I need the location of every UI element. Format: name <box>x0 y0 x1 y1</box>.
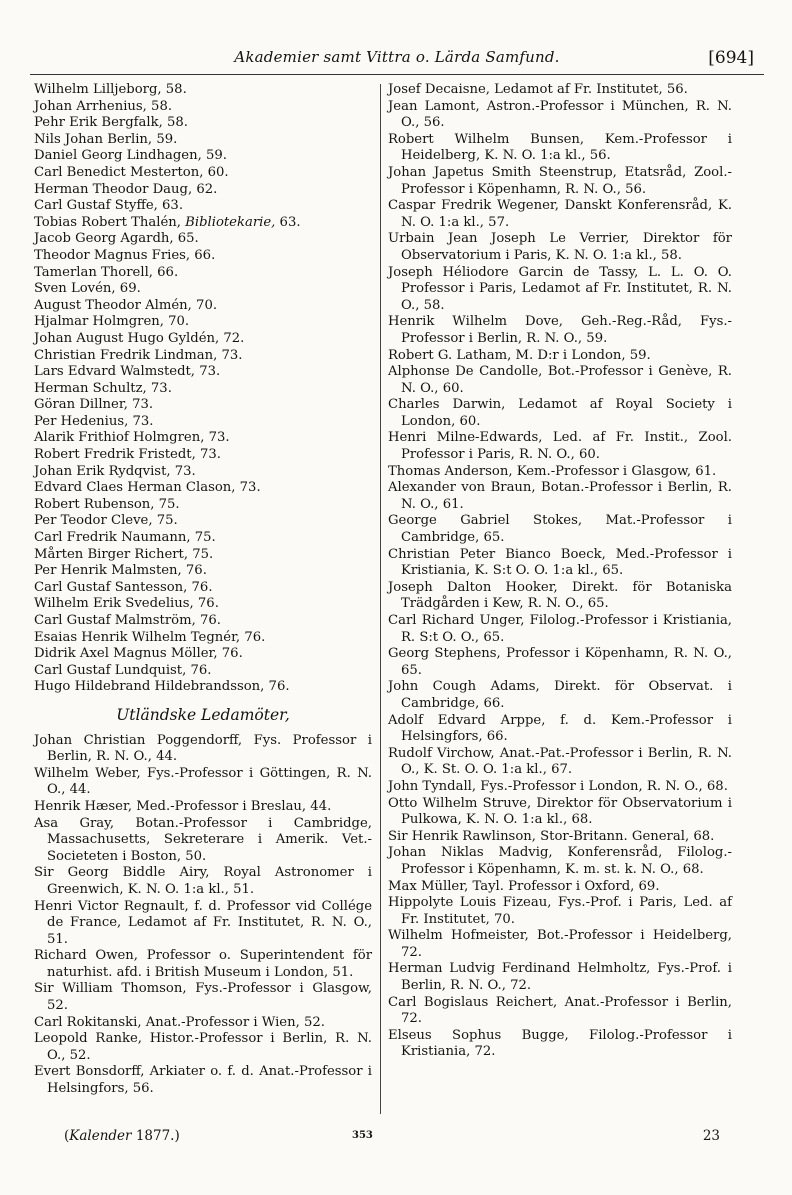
member-entry: Per Hedenius, 73. <box>34 413 154 429</box>
member-entry: Herman Schultz, 73. <box>34 380 172 396</box>
page-number: [694] <box>708 48 754 68</box>
member-entry: Tamerlan Thorell, 66. <box>34 264 179 280</box>
footer-source-year: 1877.) <box>135 1128 180 1144</box>
member-entry: Urbain Jean Joseph Le Verrier, Direktor för Observatorium i Paris, K. N. O. 1:a kl., 58. <box>388 231 732 263</box>
foreign-members-list-right <box>388 82 732 1061</box>
member-entry: Sir Henrik Rawlinson, Stor-Britann. General, 68. <box>388 828 715 844</box>
member-entry: Carl Gustaf Santesson, 76. <box>34 579 213 595</box>
member-entry: Johan Japetus Smith Steenstrup, Etatsråd, Zool.-Professor i Köpenhamn, R. N. O., 56. <box>388 164 732 197</box>
member-entry: Wilhelm Erik Svedelius, 76. <box>34 596 219 612</box>
member-entry: Carl Gustaf Malmström, 76. <box>34 613 221 628</box>
member-entry: Otto Wilhelm Struve, Direktor för Observatorium i Pulkowa, K. N. O. 1:a kl., 68. <box>388 795 732 828</box>
member-entry: Johan Erik Rydqvist, 73. <box>34 463 196 479</box>
member-entry: Elseus Sophus Bugge, Filolog.-Professor i Kristiania, 72. <box>388 1027 732 1060</box>
member-entry: Thomas Anderson, Kem.-Professor i Glasgow, 61. <box>388 463 717 479</box>
member-entry: Robert Wilhelm Bunsen, Kem.-Professor i Heidelberg, K. N. O. 1:a kl., 56. <box>388 131 732 164</box>
member-entry: George Gabriel Stokes, Mat.-Professor i Cambridge, 65. <box>388 513 732 546</box>
member-entry: Johan Christian Poggendorff, Fys. Professor i Berlin, R. N. O., 44. <box>34 732 372 765</box>
member-entry: Göran Dillner, 73. <box>34 397 154 413</box>
member-entry: Johan Niklas Madvig, Konferensråd, Filolog.-Professor i Köpenhamn, K. m. st. k. N. O., 68. <box>388 845 732 877</box>
left-column <box>34 82 372 1098</box>
member-entry: Nils Johan Berlin, 59. <box>34 131 178 147</box>
member-entry: Sir William Thomson, Fys.-Professor i Glasgow, 52. <box>34 981 372 1014</box>
member-entry: John Tyndall, Fys.-Professor i London, R. N. O., 68. <box>388 778 728 794</box>
member-entry: Carl Gustaf Styffe, 63. <box>34 198 184 214</box>
member-entry: Wilhelm Lilljeborg, 58. <box>34 82 187 97</box>
member-entry: Hugo Hildebrand Hildebrandsson, 76. <box>34 679 290 695</box>
page-header <box>30 46 764 74</box>
foreign-members-list-left <box>34 733 372 1098</box>
footer-paren: ( <box>64 1128 70 1144</box>
member-entry: Christian Fredrik Lindman, 73. <box>34 347 243 363</box>
member-entry: Wilhelm Hofmeister, Bot.-Professor i Heidelberg, 72. <box>388 928 732 960</box>
right-column <box>388 82 732 1061</box>
member-entry: Christian Peter Bianco Boeck, Med.-Professor i Kristiania, K. S:t O. O. 1:a kl., 65. <box>388 546 732 579</box>
member-entry: Robert G. Latham, M. D:r i London, 59. <box>388 347 651 363</box>
member-entry: Henri Milne-Edwards, Led. af Fr. Instit., Zool. Professor i Paris, R. N. O., 60. <box>388 430 732 463</box>
member-entry: Johan August Hugo Gyldén, 72. <box>34 330 245 346</box>
foreign-members-heading: Utländske Ledamöter, <box>116 705 290 724</box>
member-entry: Jacob Georg Agardh, 65. <box>34 231 199 247</box>
member-entry: Carl Gustaf Lundquist, 76. <box>34 662 212 678</box>
header-rule <box>30 74 764 75</box>
member-entry: Alphonse De Candolle, Bot.-Professor i Genève, R. N. O., 60. <box>388 364 732 396</box>
member-entry: Johan Arrhenius, 58. <box>34 98 173 114</box>
column-divider <box>380 84 381 1114</box>
member-entry: Henrik Hæser, Med.-Professor i Breslau, 44. <box>34 798 332 814</box>
member-entry: Sven Lovén, 69. <box>34 281 141 297</box>
member-entry: Josef Decaisne, Ledamot af Fr. Institutet, 56. <box>388 82 688 97</box>
member-entry: Joseph Dalton Hooker, Direkt. för Botaniska Trädgården i Kew, R. N. O., 65. <box>388 579 732 612</box>
member-entry: Jean Lamont, Astron.-Professor i München, R. N. O., 56. <box>388 98 732 131</box>
member-entry: Alarik Frithiof Holmgren, 73. <box>34 430 230 446</box>
member-entry: Herman Theodor Daug, 62. <box>34 181 218 197</box>
member-entry: Herman Ludvig Ferdinand Helmholtz, Fys.-Prof. i Berlin, R. N. O., 72. <box>388 961 732 994</box>
member-entry: Henri Victor Regnault, f. d. Professor vid Collége de France, Ledamot af Fr. Institutet, R. N. O., 51. <box>34 898 372 947</box>
member-entry: Caspar Fredrik Wegener, Danskt Konferensråd, K. N. O. 1:a kl., 57. <box>388 198 732 230</box>
member-entry: Pehr Erik Bergfalk, 58. <box>34 115 188 131</box>
footer-folio: 353 <box>352 1130 373 1141</box>
running-title: Akademier samt Vittra o. Lärda Samfund. <box>234 48 560 66</box>
member-entry: Tobias Robert Thalén, Bibliotekarie, 63. <box>34 214 301 230</box>
member-entry: John Cough Adams, Direkt. för Observat. i Cambridge, 66. <box>388 679 732 711</box>
member-entry: Per Teodor Cleve, 75. <box>34 513 178 529</box>
member-entry: Rudolf Virchow, Anat.-Pat.-Professor i Berlin, R. N. O., K. St. O. O. 1:a kl., 67. <box>388 745 732 778</box>
member-entry: Max Müller, Tayl. Professor i Oxford, 69. <box>388 878 660 894</box>
footer-source-title: Kalender <box>69 1128 132 1144</box>
footer-source <box>64 1128 180 1144</box>
member-entry: Asa Gray, Botan.-Professor i Cambridge, Massachusetts, Sekreterare i Amerik. Vet.-Societeten i Boston, 50. <box>34 815 372 864</box>
member-entry: Theodor Magnus Fries, 66. <box>34 247 216 263</box>
member-entry: Charles Darwin, Ledamot af Royal Society i London, 60. <box>388 397 732 429</box>
member-entry: Georg Stephens, Professor i Köpenhamn, R. N. O., 65. <box>388 646 732 678</box>
member-entry: Sir Georg Biddle Airy, Royal Astronomer i Greenwich, K. N. O. 1:a kl., 51. <box>34 865 372 897</box>
member-entry: Carl Richard Unger, Filolog.-Professor i Kristiania, R. S:t O. O., 65. <box>388 613 732 645</box>
member-entry: Joseph Héliodore Garcin de Tassy, L. L. O. O. Professor i Paris, Ledamot af Fr. Institutet, R. N. O., 58. <box>388 264 732 313</box>
member-entry: Didrik Axel Magnus Möller, 76. <box>34 646 243 662</box>
member-entry: Per Henrik Malmsten, 76. <box>34 563 207 579</box>
member-entry: Hjalmar Holmgren, 70. <box>34 314 190 330</box>
member-entry: Adolf Edvard Arppe, f. d. Kem.-Professor i Helsingfors, 66. <box>388 712 732 745</box>
member-entry: Esaias Henrik Wilhelm Tegnér, 76. <box>34 629 266 645</box>
member-entry: Carl Fredrik Naumann, 75. <box>34 530 216 546</box>
member-entry: Carl Benedict Mesterton, 60. <box>34 164 229 180</box>
member-entry: Leopold Ranke, Histor.-Professor i Berlin, R. N. O., 52. <box>34 1031 372 1063</box>
member-entry: Carl Bogislaus Reichert, Anat.-Professor i Berlin, 72. <box>388 994 732 1027</box>
member-entry: Lars Edvard Walmstedt, 73. <box>34 364 221 380</box>
footer-signature: 23 <box>702 1128 720 1144</box>
member-entry: Wilhelm Weber, Fys.-Professor i Göttingen, R. N. O., 44. <box>34 765 372 798</box>
member-entry: Richard Owen, Professor o. Superintendent för naturhist. afd. i British Museum i London, 51. <box>34 948 372 980</box>
page-footer <box>30 1128 764 1148</box>
member-entry: Hippolyte Louis Fizeau, Fys.-Prof. i Paris, Led. af Fr. Institutet, 70. <box>388 895 732 927</box>
member-entry: Mårten Birger Richert, 75. <box>34 546 214 562</box>
member-entry: Robert Fredrik Fristedt, 73. <box>34 447 221 463</box>
member-entry: Evert Bonsdorff, Arkiater o. f. d. Anat.-Professor i Helsingfors, 56. <box>34 1064 372 1097</box>
role-title: Bibliotekarie, <box>185 214 276 230</box>
member-entry: Carl Rokitanski, Anat.-Professor i Wien, 52. <box>34 1014 325 1030</box>
swedish-members-list <box>34 82 372 696</box>
member-entry: Robert Rubenson, 75. <box>34 496 180 512</box>
member-entry: Alexander von Braun, Botan.-Professor i Berlin, R. N. O., 61. <box>388 480 732 512</box>
member-entry: Daniel Georg Lindhagen, 59. <box>34 148 227 164</box>
member-entry: August Theodor Almén, 70. <box>34 297 218 313</box>
member-entry: Edvard Claes Herman Clason, 73. <box>34 480 261 496</box>
member-entry: Henrik Wilhelm Dove, Geh.-Reg.-Råd, Fys.-Professor i Berlin, R. N. O., 59. <box>388 314 732 346</box>
